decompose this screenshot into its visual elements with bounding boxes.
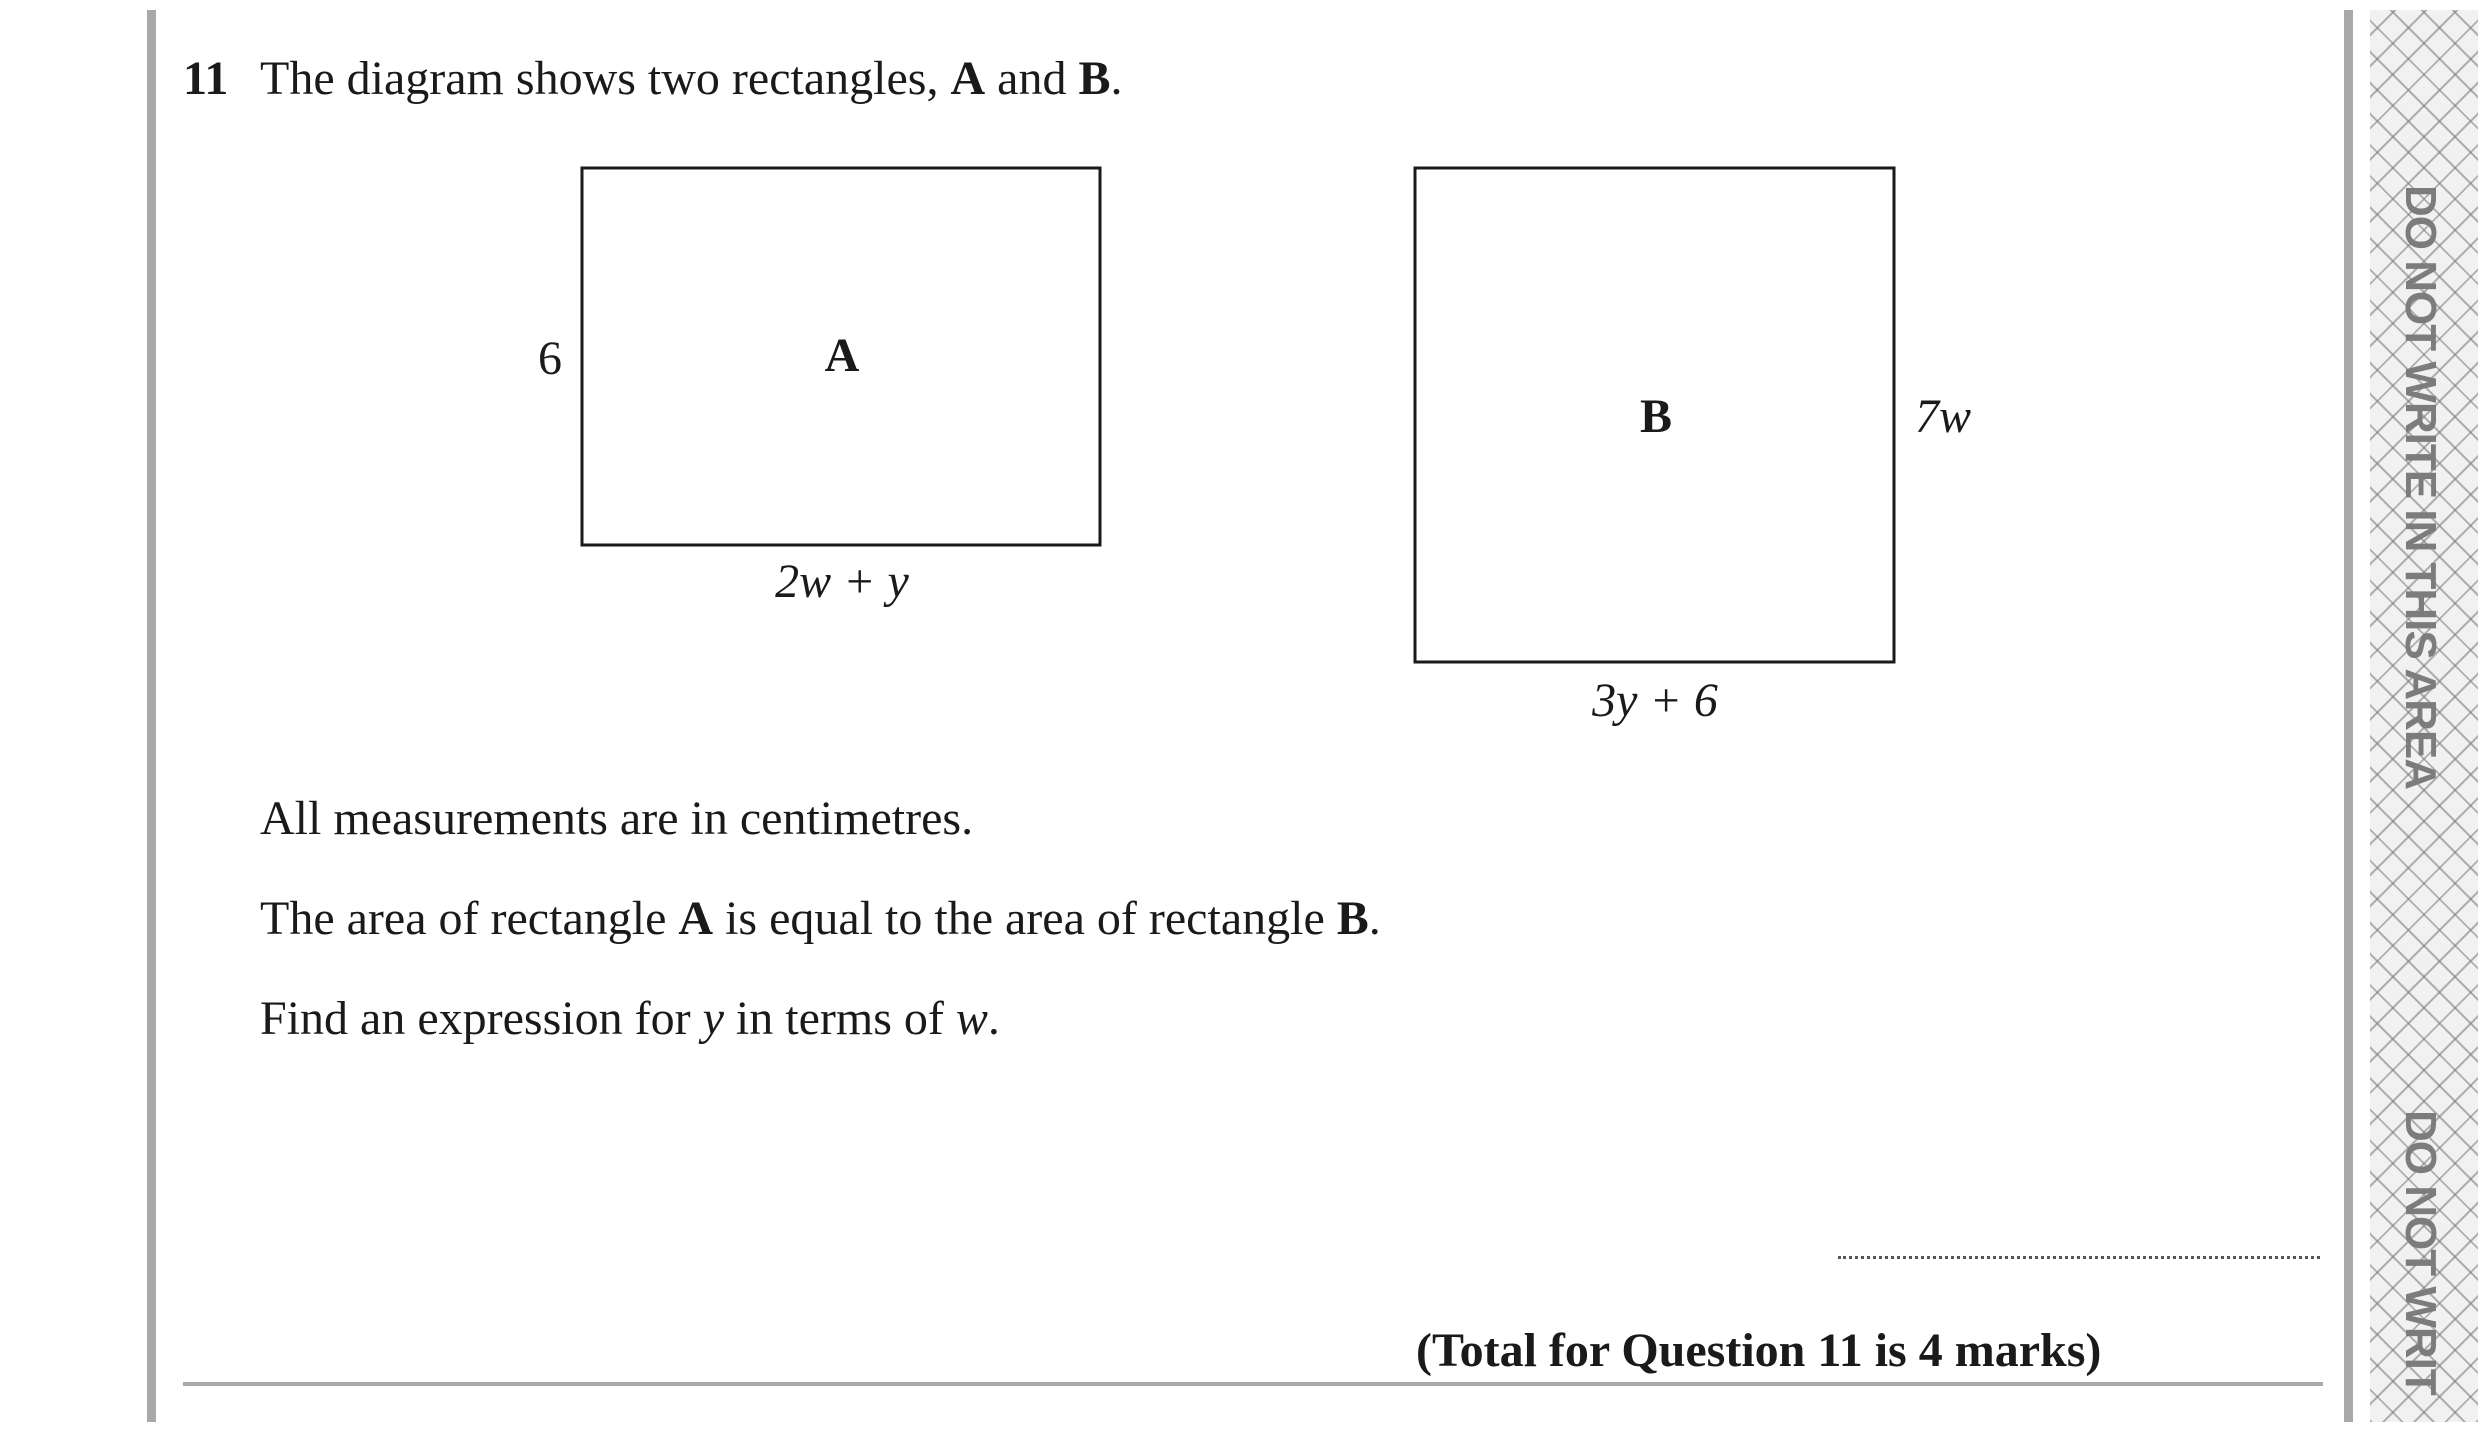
- question-intro: The diagram shows two rectangles, A and B.: [260, 52, 1123, 105]
- rectangle-b-width-label: 3y + 6: [1592, 674, 1718, 727]
- question-instruction: Find an expression for y in terms of w.: [260, 992, 1000, 1045]
- question-number: 11: [183, 52, 229, 105]
- rectangle-a-height-label: 6: [538, 332, 562, 385]
- rectangle-a-label: A: [824, 329, 860, 382]
- area-statement: The area of rectangle A is equal to the area of rectangle B.: [260, 892, 1381, 945]
- rectangle-a-width-label: 2w + y: [775, 555, 909, 608]
- answer-line[interactable]: [1838, 1256, 2320, 1259]
- rectangle-b-height-label: 7w: [1915, 390, 1972, 443]
- measurements-note: All measurements are in centimetres.: [260, 792, 974, 845]
- rectangle-b-label: B: [1639, 390, 1673, 443]
- question-bottom-rule: [183, 1382, 2323, 1386]
- total-marks: (Total for Question 11 is 4 marks): [1416, 1324, 2102, 1377]
